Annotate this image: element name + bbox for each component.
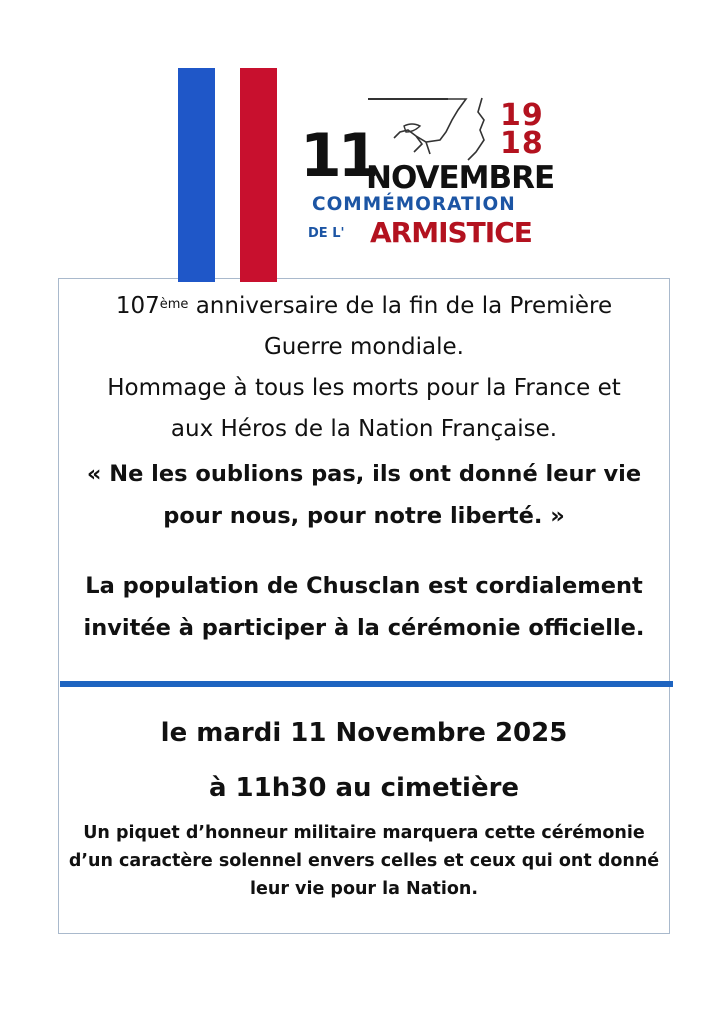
section-divider: [60, 681, 673, 687]
invitation-line-2: invitée à participer à la cérémonie officielle.: [83, 615, 645, 641]
intro-line-1-text: anniversaire de la fin de la Première: [188, 293, 613, 319]
logo-year-top: 19: [500, 98, 544, 133]
quote-line-1: « Ne les oublions pas, ils ont donné leur vie: [86, 461, 642, 487]
armistice-logo: [298, 96, 558, 256]
intro-line-4: aux Héros de la Nation Française.: [170, 416, 558, 442]
logo-commemoration: COMMÉMORATION: [312, 194, 516, 215]
flag-blue-stripe: [178, 68, 215, 282]
quote-paragraph: [58, 453, 670, 537]
details-line-1: Un piquet d’honneur militaire marquera cette cérémonie: [83, 823, 645, 843]
invitation-line-1: La population de Chusclan est cordialement: [85, 573, 643, 599]
details-line-2: d’un caractère solennel envers celles et ceux qui ont donné: [68, 851, 660, 871]
intro-paragraph: [58, 286, 670, 450]
logo-month: NOVEMBRE: [366, 160, 555, 196]
logo-de-l: DE L': [308, 226, 345, 241]
details-line-3: leur vie pour la Nation.: [250, 879, 478, 899]
logo-day: 11: [300, 121, 376, 191]
ordinal-suffix: ème: [159, 297, 189, 312]
event-date: le mardi 11 Novembre 2025: [160, 718, 568, 748]
logo-year-bottom: 18: [500, 126, 544, 161]
intro-line-3: Hommage à tous les morts pour la France et: [107, 375, 621, 401]
quote-line-2: pour nous, pour notre liberté. »: [163, 503, 565, 529]
intro-line-2: Guerre mondiale.: [263, 334, 464, 360]
intro-line-1: [58, 286, 670, 327]
soldier-silhouette-icon: [386, 96, 496, 166]
invitation-paragraph: [58, 565, 670, 649]
ordinal-number: 107: [115, 293, 160, 319]
logo-armistice: ARMISTICE: [370, 216, 532, 249]
details-paragraph: [58, 819, 670, 903]
event-time-place: à 11h30 au cimetière: [208, 773, 520, 803]
flag-red-stripe: [240, 68, 277, 282]
